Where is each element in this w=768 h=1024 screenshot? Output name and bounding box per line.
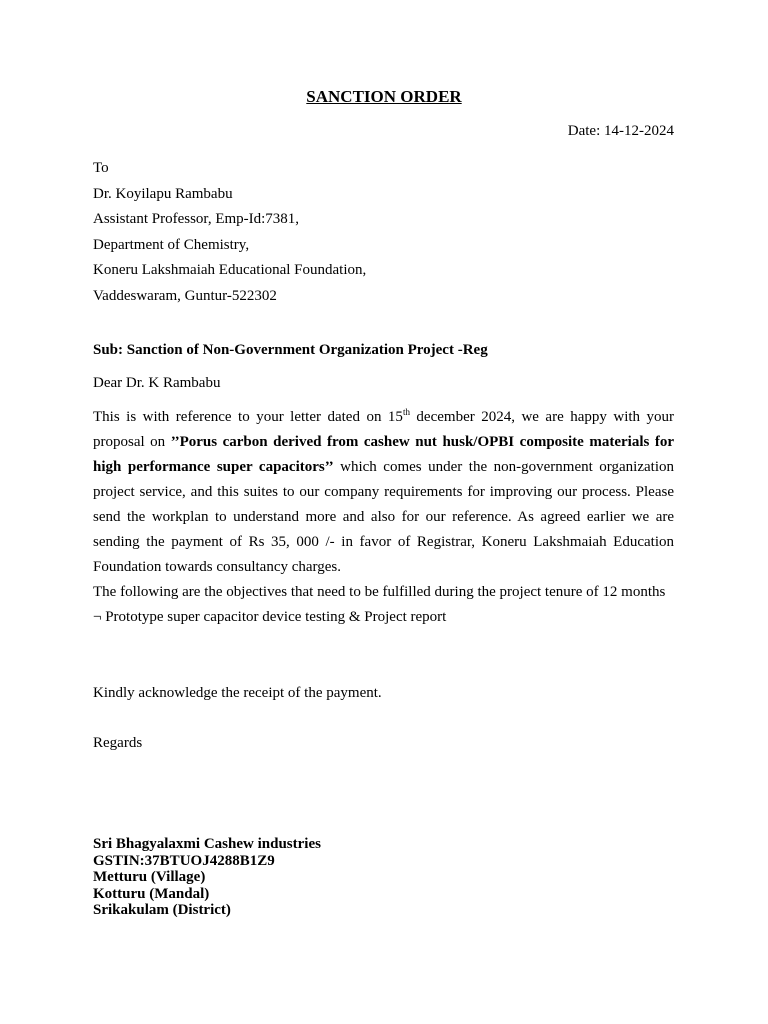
address-name: Dr. Koyilapu Rambabu bbox=[93, 185, 233, 202]
body-paragraph-1 bbox=[93, 405, 674, 580]
subject-line: Sub: Sanction of Non-Government Organization Project -Reg bbox=[93, 342, 488, 358]
recipient-address bbox=[93, 156, 366, 309]
salutation: Dear Dr. K Rambabu bbox=[93, 375, 221, 391]
signature-district: Srikakulam (District) bbox=[93, 902, 231, 918]
address-department: Department of Chemistry, bbox=[93, 236, 250, 253]
body-p1-after-sup: december 2024, we are happy with your proposal on bbox=[93, 409, 675, 450]
signature-mandal: Kotturu (Mandal) bbox=[93, 885, 210, 902]
project-title: ’’Porus carbon derived from cashew nut husk/OPBI composite materials for high performance super capacitors’’ bbox=[93, 434, 674, 475]
address-institution: Koneru Lakshmaiah Educational Foundation, bbox=[93, 262, 367, 278]
address-location: Vaddeswaram, Guntur-522302 bbox=[93, 287, 277, 304]
letter-body bbox=[93, 405, 674, 630]
document-title: SANCTION ORDER bbox=[306, 87, 462, 106]
objective-item: ¬ Prototype super capacitor device testing & Project report bbox=[93, 609, 447, 625]
regards-line: Regards bbox=[93, 735, 143, 751]
acknowledge-line: Kindly acknowledge the receipt of the payment. bbox=[93, 685, 382, 701]
address-to: To bbox=[93, 160, 109, 176]
body-p1-superscript: th bbox=[402, 407, 410, 417]
date-line: Date: 14-12-2024 bbox=[567, 123, 674, 139]
body-p1-end: which comes under the non-government organization project service, and this suites to our company requirements for improving our process. Please send the workplan to understand more and also for our reference. As agreed earlier we are sending the payment of Rs 35, 000 /- in favor of Registrar, Koneru Lakshmaiah Education Foundation towards consultancy charges. bbox=[93, 459, 675, 575]
signature-block bbox=[93, 836, 321, 919]
body-paragraph-2: The following are the objectives that need to be fulfilled during the project tenure of 12 months bbox=[93, 584, 666, 600]
signature-company: Sri Bhagyalaxmi Cashew industries bbox=[93, 836, 321, 852]
body-p1-start: This is with reference to your letter dated on 15 bbox=[93, 409, 403, 425]
address-designation: Assistant Professor, Emp-Id:7381, bbox=[93, 211, 300, 227]
signature-village: Metturu (Village) bbox=[93, 869, 206, 885]
signature-gstin: GSTIN:37BTUOJ4288B1Z9 bbox=[93, 852, 275, 869]
